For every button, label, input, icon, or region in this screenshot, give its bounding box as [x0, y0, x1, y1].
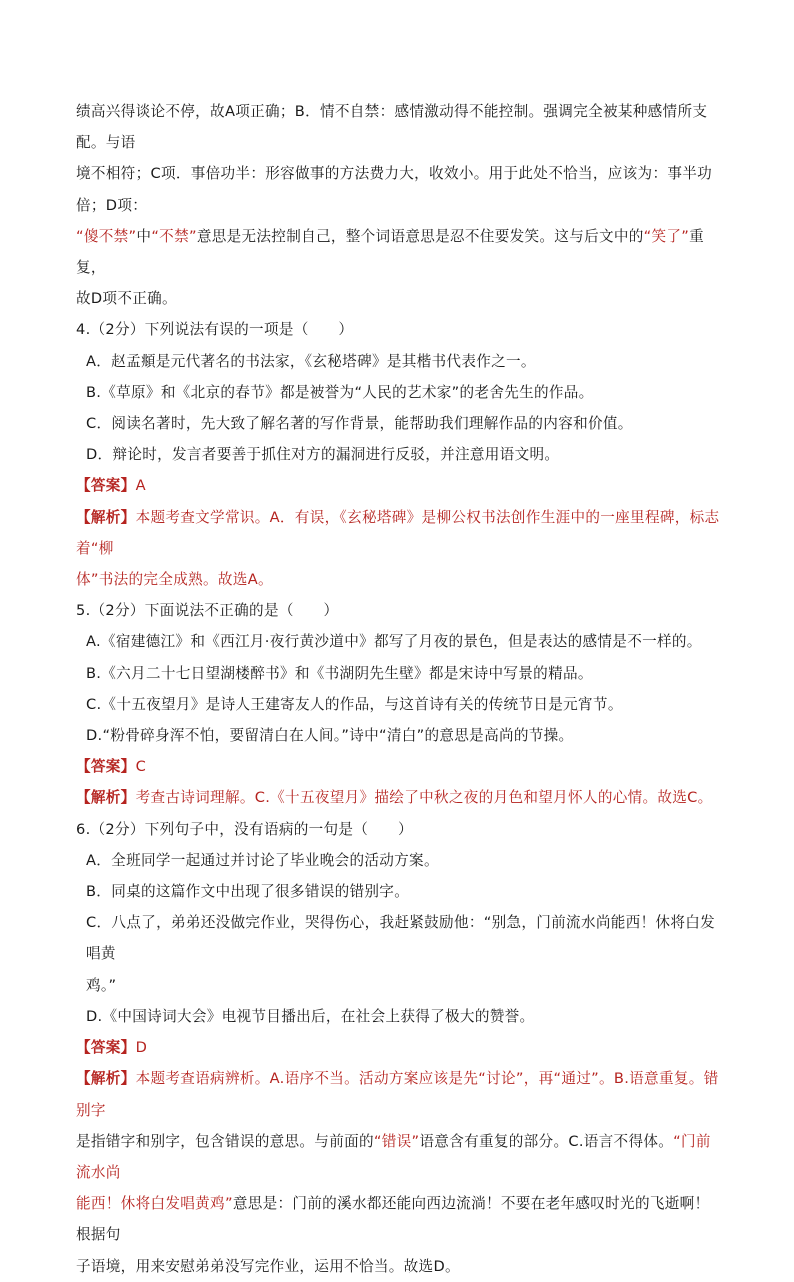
question-6-analysis-line-4: 子语境，用来安慰弟弟没写完作业，运用不恰当。故选D。	[76, 1257, 460, 1275]
question-5-answer	[76, 751, 724, 782]
question-6-option-a: A．全班同学一起通过并讨论了毕业晚会的活动方案。	[86, 851, 439, 869]
question-4-option-a: A．赵孟頫是元代著名的书法家，《玄秘塔碑》是其楷书代表作之一。	[86, 352, 536, 370]
question-5-option-d: D.“粉骨碎身浑不怕，要留清白在人间。”诗中“清白”的意思是高尚的节操。	[86, 727, 574, 745]
analysis-text: 是指错字和别字，包含错误的意思。与前面的	[76, 1132, 374, 1150]
question-5-analysis-line-1	[76, 782, 724, 813]
question-5-option-b: B.《六月二十七日望湖楼醉书》和《书湖阴先生壁》都是宋诗中写景的精品。	[86, 664, 593, 682]
question-4-option-d: D．辩论时，发言者要善于抓住对方的漏洞进行反驳，并注意用语文明。	[86, 446, 560, 464]
prev-analysis-line-1: 绩高兴得谈论不停，故A项正确；B．情不自禁：感情激动得不能控制。强调完全被某种感情所支配。与语	[76, 103, 708, 152]
answer-tag: 【答案】	[76, 1039, 136, 1057]
answer-tag: 【答案】	[76, 477, 136, 495]
analysis-tag: 【解析】	[76, 508, 136, 526]
analysis-text: 考查古诗词理解。C.《十五夜望月》描绘了中秋之夜的月色和望月怀人的心情。故选C。	[135, 789, 713, 807]
question-5-stem: 5.（2分）下面说法不正确的是（ ）	[76, 602, 339, 620]
analysis-tag: 【解析】	[76, 789, 136, 807]
text-fragment: 意思是无法控制自己，整个词语意思是忍不住要发笑。这与后文中的	[196, 227, 644, 245]
question-5-option-a: A.《宿建德江》和《西江月·夜行黄沙道中》都写了月夜的景色，但是表达的感情是不一样的。	[86, 633, 702, 651]
document-page	[76, 96, 724, 1282]
analysis-text: 本题考查语病辨析。A.语序不当。活动方案应该是先“讨论”，再“通过”。B.语意重复。错别字	[76, 1070, 719, 1119]
prev-analysis-line-3	[76, 221, 724, 283]
question-4-analysis-line-2: 体”书法的完全成熟。故选A。	[76, 571, 273, 589]
answer-value: C	[135, 758, 147, 776]
question-6-analysis-line-3	[76, 1188, 724, 1250]
question-6-option-c-continued: 鸡。”	[86, 976, 117, 994]
question-4-analysis-line-1	[76, 502, 724, 564]
text-fragment: 中	[136, 227, 152, 245]
question-6-answer	[76, 1032, 724, 1063]
question-6-option-d: D.《中国诗词大会》电视节目播出后，在社会上获得了极大的赞誉。	[86, 1007, 535, 1025]
question-6-analysis-line-1	[76, 1063, 724, 1125]
question-6-analysis-line-2	[76, 1126, 724, 1188]
quote-phrase: 能西！休将白发唱黄鸡”	[76, 1195, 233, 1213]
analysis-text: 语意含有重复的部分。C.语言不得体。	[419, 1132, 674, 1150]
question-4-option-c: C．阅读名著时，先大致了解名著的写作背景，能帮助我们理解作品的内容和价值。	[86, 415, 633, 433]
text-fragment: 重复，	[76, 227, 705, 277]
question-6-stem: 6.（2分）下列句子中，没有语病的一句是（ ）	[76, 820, 413, 838]
question-4-stem: 4.（2分）下列说法有误的一项是（ ）	[76, 321, 354, 339]
question-5-option-c: C.《十五夜望月》是诗人王建寄友人的作品，与这首诗有关的传统节日是元宵节。	[86, 695, 623, 713]
quote-phrase: “笑了”	[643, 227, 690, 245]
quote-phrase: “不禁”	[151, 227, 197, 245]
question-6-option-b: B．同桌的这篇作文中出现了很多错误的错别字。	[86, 883, 410, 901]
prev-analysis-line-4: 故D项不正确。	[76, 290, 177, 308]
analysis-text: 意思是：门前的溪水都还能向西边流淌！不要在老年感叹时光的飞逝啊！根据句	[76, 1195, 710, 1244]
question-6-option-c: C．八点了，弟弟还没做完作业，哭得伤心，我赶紧鼓励他：“别急，门前流水尚能西！休将白发唱黄	[86, 914, 715, 963]
question-4-option-b: B.《草原》和《北京的春节》都是被誉为“人民的艺术家”的老舍先生的作品。	[86, 383, 594, 401]
answer-value: A	[135, 477, 146, 495]
quote-phrase: “错误”	[373, 1132, 420, 1150]
analysis-tag: 【解析】	[76, 1070, 136, 1088]
answer-value: D	[135, 1039, 148, 1057]
quote-phrase: “门前流水尚	[76, 1132, 711, 1181]
question-4-answer	[76, 470, 724, 501]
prev-analysis-line-2: 境不相符；C项．事倍功半：形容做事的方法费力大，收效小。用于此处不恰当，应该为：事半功倍；D项：	[76, 165, 713, 214]
quote-phrase: “傻不禁”	[76, 227, 137, 245]
answer-tag: 【答案】	[76, 758, 136, 776]
analysis-text: 本题考查文学常识。A．有误，《玄秘塔碑》是柳公权书法创作生涯中的一座里程碑，标志着“柳	[76, 508, 720, 557]
